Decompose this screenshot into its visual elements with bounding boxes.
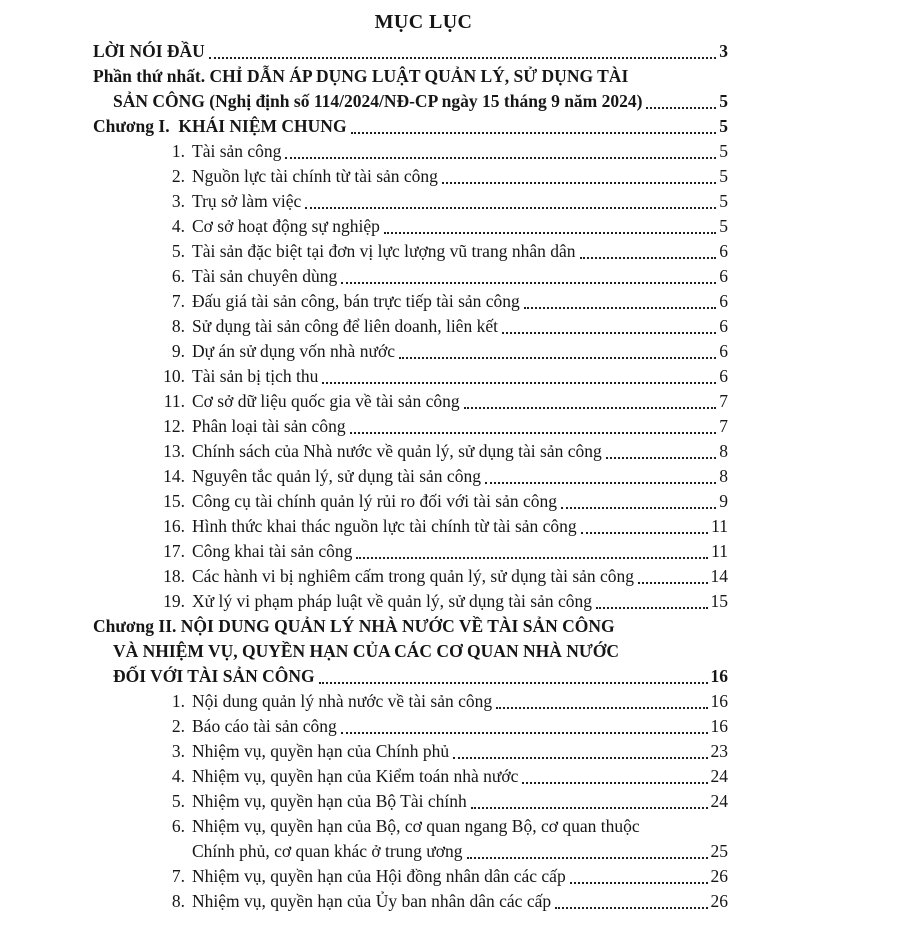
page-title: MỤC LỤC: [374, 11, 473, 33]
item-number: 6.: [171, 266, 185, 286]
page-number: 5: [719, 216, 728, 236]
page-number: 24: [710, 791, 728, 811]
page-number: 16: [710, 691, 728, 711]
item-number: 11.: [163, 391, 185, 411]
dot-leader: [322, 382, 716, 384]
page-number: 5: [719, 116, 728, 136]
dot-leader: [351, 132, 717, 134]
dot-leader: [570, 882, 708, 884]
entry-text: Nhiệm vụ, quyền hạn của Kiểm toán nhà nước: [192, 766, 519, 786]
toc-item-row: [93, 714, 728, 739]
entry-text: Cơ sở hoạt động sự nghiệp: [192, 216, 380, 236]
item-number: 16.: [163, 516, 185, 536]
dot-leader: [341, 732, 708, 734]
toc-item-row: [93, 214, 728, 239]
page-number: 6: [719, 241, 728, 261]
toc-item-row: [93, 164, 728, 189]
entry-text: SẢN CÔNG (Nghị định số 114/2024/NĐ-CP ngày 15 tháng 9 năm 2024): [113, 91, 643, 111]
toc-item-row: [93, 689, 728, 714]
item-number: 7.: [171, 866, 185, 886]
page-number: 8: [719, 441, 728, 461]
toc-item-row: [93, 239, 728, 264]
entry-text: Sử dụng tài sản công để liên doanh, liên kết: [192, 316, 498, 336]
item-number: 3.: [171, 741, 185, 761]
item-number: 12.: [163, 416, 185, 436]
item-number: 13.: [163, 441, 185, 461]
entry-text: Các hành vi bị nghiêm cấm trong quản lý, sử dụng tài sản công: [192, 566, 635, 586]
toc-item-row: [93, 464, 728, 489]
entry-text: Nhiệm vụ, quyền hạn của Bộ, cơ quan ngang Bộ, cơ quan thuộc: [192, 816, 640, 836]
dot-leader: [638, 582, 707, 584]
toc-heading-row: [93, 114, 728, 139]
entry-text: Nguồn lực tài chính từ tài sản công: [192, 166, 438, 186]
page-number: 23: [710, 741, 728, 761]
entry-text: Nội dung quản lý nhà nước về tài sản công: [192, 691, 493, 711]
entry-text: Chính phủ, cơ quan khác ở trung ương: [192, 841, 463, 861]
entry-text: Xử lý vi phạm pháp luật về quản lý, sử dụng tài sản công: [192, 591, 593, 611]
dot-leader: [467, 857, 708, 859]
page-number: 9: [719, 491, 728, 511]
item-number: 5.: [171, 791, 185, 811]
toc-item-row: [93, 339, 728, 364]
item-number: 17.: [163, 541, 185, 561]
entry-text: VÀ NHIỆM VỤ, QUYỀN HẠN CỦA CÁC CƠ QUAN NHÀ NƯỚC: [113, 641, 620, 661]
entry-text: Chương I. KHÁI NIỆM CHUNG: [93, 116, 347, 136]
toc-item-row: [93, 514, 728, 539]
dot-leader: [471, 807, 708, 809]
dot-leader: [442, 182, 716, 184]
page-number: 8: [719, 466, 728, 486]
dot-leader: [561, 507, 716, 509]
entry-text: Công cụ tài chính quản lý rủi ro đối với tài sản công: [192, 491, 558, 511]
item-number: 18.: [163, 566, 185, 586]
page-number: 6: [719, 291, 728, 311]
toc-item-row: [93, 539, 728, 564]
item-number: 1.: [171, 691, 185, 711]
dot-leader: [496, 707, 707, 709]
toc-item-row: [93, 489, 728, 514]
page-number: 11: [711, 541, 728, 561]
dot-leader: [580, 257, 717, 259]
entry-text: Tài sản công: [192, 141, 282, 161]
entry-text: Cơ sở dữ liệu quốc gia về tài sản công: [192, 391, 460, 411]
toc-heading-row: [93, 39, 728, 64]
item-number: 1.: [171, 141, 185, 161]
page-number: 3: [719, 41, 728, 61]
dot-leader: [341, 282, 716, 284]
page-number: 5: [719, 91, 728, 111]
dot-leader: [555, 907, 707, 909]
entry-text: Chương II. NỘI DUNG QUẢN LÝ NHÀ NƯỚC VỀ TÀI SẢN CÔNG: [93, 616, 615, 636]
item-number: 9.: [171, 341, 185, 361]
entry-text: Tài sản chuyên dùng: [192, 266, 338, 286]
page-number: 6: [719, 266, 728, 286]
toc-heading-row: [93, 614, 728, 689]
entry-text: Nguyên tắc quản lý, sử dụng tài sản công: [192, 466, 481, 486]
dot-leader: [646, 107, 716, 109]
toc-item-row: [93, 439, 728, 464]
dot-leader: [319, 682, 708, 684]
entry-text: Nhiệm vụ, quyền hạn của Bộ Tài chính: [192, 791, 467, 811]
toc-item-row: [93, 414, 728, 439]
item-number: 3.: [171, 191, 185, 211]
toc-item-row: [93, 564, 728, 589]
entry-text: Phân loại tài sản công: [192, 416, 346, 436]
entry-text: Trụ sở làm việc: [192, 191, 302, 211]
entry-text: Tài sản đặc biệt tại đơn vị lực lượng vũ trang nhân dân: [192, 241, 576, 261]
toc-item-row: [93, 264, 728, 289]
dot-leader: [524, 307, 716, 309]
dot-leader: [285, 157, 716, 159]
toc-item-row: [93, 889, 728, 914]
page-number: 26: [710, 891, 728, 911]
dot-leader: [464, 407, 717, 409]
item-number: 15.: [163, 491, 185, 511]
toc-item-row: [93, 314, 728, 339]
item-number: 8.: [171, 316, 185, 336]
page-number: 7: [719, 416, 728, 436]
item-number: 14.: [163, 466, 185, 486]
toc-heading-row: [93, 64, 728, 114]
page-number: 5: [719, 141, 728, 161]
page-number: 7: [719, 391, 728, 411]
item-number: 8.: [171, 891, 185, 911]
page-number: 5: [719, 191, 728, 211]
entry-text: Đấu giá tài sản công, bán trực tiếp tài sản công: [192, 291, 520, 311]
entry-text: Tài sản bị tịch thu: [192, 366, 319, 386]
toc-item-row: [93, 139, 728, 164]
item-number: 5.: [171, 241, 185, 261]
dot-leader: [502, 332, 716, 334]
page-number: 26: [710, 866, 728, 886]
toc-item-row: [93, 189, 728, 214]
dot-leader: [356, 557, 708, 559]
toc-item-row: [93, 739, 728, 764]
dot-leader: [305, 207, 716, 209]
dot-leader: [399, 357, 716, 359]
page-number: 15: [710, 591, 728, 611]
item-number: 19.: [163, 591, 185, 611]
item-number: 10.: [163, 366, 185, 386]
toc-item-row: [93, 789, 728, 814]
dot-leader: [384, 232, 716, 234]
entry-text: ĐỐI VỚI TÀI SẢN CÔNG: [113, 666, 315, 686]
entry-text: Hình thức khai thác nguồn lực tài chính từ tài sản công: [192, 516, 577, 536]
dot-leader: [606, 457, 717, 459]
entry-text: Nhiệm vụ, quyền hạn của Hội đồng nhân dân các cấp: [192, 866, 566, 886]
page-number: 5: [719, 166, 728, 186]
page-number: 16: [710, 716, 728, 736]
page-number: 16: [710, 666, 728, 686]
toc-item-row: [93, 589, 728, 614]
entry-text: Công khai tài sản công: [192, 541, 353, 561]
page-number: 25: [710, 841, 728, 861]
item-number: 6.: [171, 816, 185, 836]
item-number: 2.: [171, 716, 185, 736]
toc-list: [93, 39, 728, 914]
toc-item-row: [93, 814, 728, 864]
page-number: 11: [711, 516, 728, 536]
dot-leader: [350, 432, 717, 434]
toc-item-row: [93, 864, 728, 889]
page-number: 14: [710, 566, 728, 586]
dot-leader: [485, 482, 716, 484]
page-number: 6: [719, 341, 728, 361]
toc-item-row: [93, 364, 728, 389]
item-number: 2.: [171, 166, 185, 186]
item-number: 4.: [171, 216, 185, 236]
dot-leader: [581, 532, 708, 534]
dot-leader: [453, 757, 707, 759]
entry-text: Phần thứ nhất. CHỈ DẪN ÁP DỤNG LUẬT QUẢN LÝ, SỬ DỤNG TÀI: [93, 66, 629, 86]
dot-leader: [209, 57, 716, 59]
entry-text: Báo cáo tài sản công: [192, 716, 337, 736]
page-number: 6: [719, 316, 728, 336]
page-number: 24: [710, 766, 728, 786]
dot-leader: [522, 782, 707, 784]
toc-item-row: [93, 289, 728, 314]
page-number: 6: [719, 366, 728, 386]
entry-text: LỜI NÓI ĐẦU: [93, 41, 205, 61]
entry-text: Nhiệm vụ, quyền hạn của Ủy ban nhân dân các cấp: [192, 891, 552, 911]
toc-item-row: [93, 389, 728, 414]
dot-leader: [596, 607, 707, 609]
toc-item-row: [93, 764, 728, 789]
entry-text: Dự án sử dụng vốn nhà nước: [192, 341, 395, 361]
entry-text: Nhiệm vụ, quyền hạn của Chính phủ: [192, 741, 450, 761]
item-number: 7.: [171, 291, 185, 311]
item-number: 4.: [171, 766, 185, 786]
entry-text: Chính sách của Nhà nước về quản lý, sử dụng tài sản công: [192, 441, 602, 461]
